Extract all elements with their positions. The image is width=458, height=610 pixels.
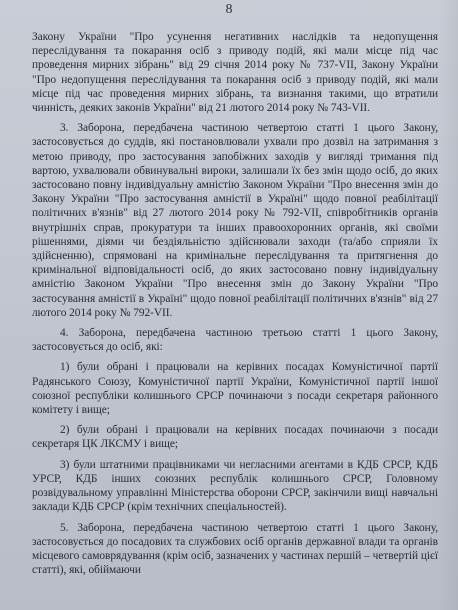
paragraph-continuation: Закону України "Про усунення негативних наслідків та недопущення переслідування та покарання осіб з приводу подій, які мали місце під час проведення мирних зібрань" від 29 січня 2014 року № 737-VII, Закону України "Про недопущення переслідування та покарання осіб з приводу подій, які мали місце під час проведення мирних зібрань, та визнання такими, що втратили чинність, деяких законів України" від 21 лютого 2014 року № 743-VII. bbox=[32, 31, 438, 115]
page-edge-shadow bbox=[438, 0, 458, 610]
page-number: 8 bbox=[225, 2, 233, 17]
document-body bbox=[32, 30, 438, 583]
paragraph-item-3: 3. Заборона, передбачена частиною четвертою статті 1 цього Закону, застосовується до суддів, які постановлювали ухвали про дозвіл на затримання з метою приводу, про застосування запобіжних заходів у вигляді тримання під вартою, ухвалювали обвинувальні вироки, залишали їх без змін щодо осіб, до яких застосовано повну індивідуальну амністію Законом України "Про внесення змін до Закону України "Про застосування амністії в Україні" щодо повної реабілітації політичних в'язнів" від 27 лютого 2014 року № 792-VII, співробітників органів внутрішніх справ, прокуратури та інших правоохоронних органів, які своїми рішеннями, діями чи бездіяльністю здійснювали заходи (та/або сприяли їх здійсненню), спрямовані на кримінальне переслідування та притягнення до кримінальної відповідальності осіб, до яких застосовано повну індивідуальну амністію Законом України "Про внесення змін до Закону України "Про застосування амністії в Україні" щодо повної реабілітації політичних в'язнів" від 27 лютого 2014 року № 792-VII. bbox=[32, 122, 438, 319]
subitem-1: 1) були обрані і працювали на керівних посадах Комуністичної партії Радянського Союзу, Комуністичної партії України, Комуністичної партії іншої союзної республіки колишнього СРСР починаючи з посади секретаря районного комітету і вище; bbox=[32, 361, 438, 417]
paragraph-item-5: 5. Заборона, передбачена частиною четвертою статті 1 цього Закону, застосовується до посадових та службових осіб органів державної влади та органів місцевого самоврядування (крім осіб, зазначених у частинах першій – четвертій цієї статті), які, обіймаючи bbox=[32, 521, 438, 577]
paragraph-item-4: 4. Заборона, передбачена частиною третьою статті 1 цього Закону, застосовується до осіб, які: bbox=[32, 327, 438, 354]
subitem-3: 3) були штатними працівниками чи негласними агентами в КДБ СРСР, КДБ УРСР, КДБ інших союзних республік колишнього СРСР, Головному розвідувальному управлінні Міністерства оборони СРСР, закінчили вищі навчальні заклади КДБ СРСР (крім технічних спеціальностей). bbox=[32, 458, 438, 514]
subitem-2: 2) були обрані і працювали на керівних посадах починаючи з посади секретаря ЦК ЛКСМУ і вище; bbox=[32, 424, 438, 451]
